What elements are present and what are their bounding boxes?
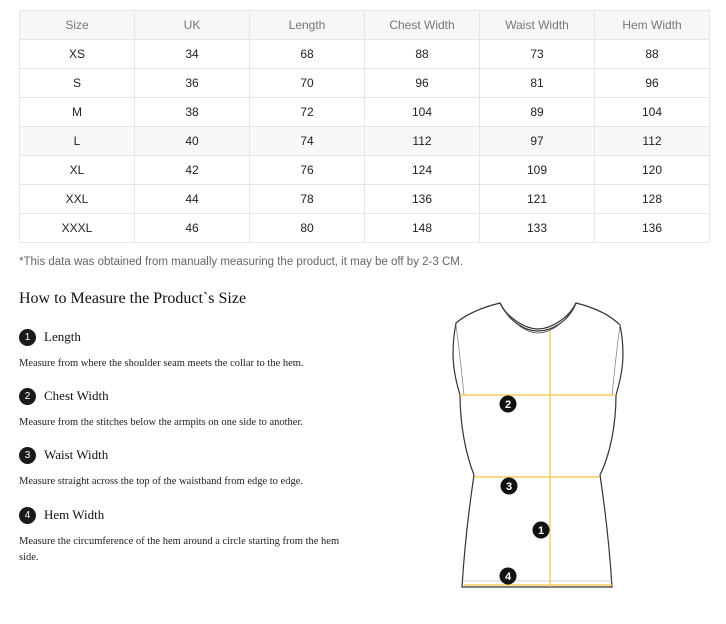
step-title: Length [44,329,81,344]
marker-waist [501,478,518,495]
step-heading [19,506,359,524]
table-cell: XXXL [20,214,135,243]
number-4-badge: 4 [19,507,36,524]
header-uk: UK [135,11,250,40]
table-cell: 96 [365,69,480,98]
marker-number: 3 [505,481,513,493]
table-cell: 80 [250,214,365,243]
header-length: Length [250,11,365,40]
table-cell: 88 [595,40,710,69]
header-chest-width: Chest Width [365,11,480,40]
table-row [20,40,710,69]
table-cell: 133 [480,214,595,243]
table-cell: 136 [595,214,710,243]
marker-chest [500,396,517,413]
table-cell: 96 [595,69,710,98]
table-cell: 148 [365,214,480,243]
header-waist-width: Waist Width [480,11,595,40]
table-cell: 73 [480,40,595,69]
step-description: Measure straight across the top of the waistband from edge to edge. [19,476,303,487]
table-row [20,69,710,98]
marker-length [533,522,550,539]
table-row [20,185,710,214]
table-cell: 81 [480,69,595,98]
table-cell: 38 [135,98,250,127]
table-cell: 128 [595,185,710,214]
measurement-disclaimer: *This data was obtained from manually measuring the product, it may be off by 2-3 CM. [19,256,464,268]
table-cell: 120 [595,156,710,185]
garment-outline [453,303,623,587]
size-chart-table [19,10,710,243]
table-header-row [20,11,710,40]
table-cell: 136 [365,185,480,214]
number-1-badge: 1 [19,329,36,346]
table-cell: 34 [135,40,250,69]
table-cell: 68 [250,40,365,69]
step-description: Measure from the stitches below the armpits on one side to another. [19,417,304,428]
table-cell: 42 [135,156,250,185]
table-cell: M [20,98,135,127]
number-3-badge: 3 [19,447,36,464]
step-length [19,328,359,372]
step-waist-width [19,446,359,490]
table-cell: 89 [480,98,595,127]
table-row [20,98,710,127]
table-cell: 104 [365,98,480,127]
table-cell: 44 [135,185,250,214]
table-cell: L [20,127,135,156]
table-row [20,156,710,185]
table-cell: 121 [480,185,595,214]
table-cell: 112 [365,127,480,156]
marker-number: 2 [504,399,512,411]
table-cell: 124 [365,156,480,185]
table-cell: XS [20,40,135,69]
step-description: Measure from where the shoulder seam meets the collar to the hem. [19,358,304,369]
step-heading [19,387,359,405]
step-chest-width [19,387,359,431]
number-2-badge: 2 [19,388,36,405]
table-cell: 70 [250,69,365,98]
table-cell: 88 [365,40,480,69]
table-cell: 76 [250,156,365,185]
marker-number: 1 [537,525,545,537]
step-heading [19,446,359,464]
step-title: Waist Width [44,447,109,462]
table-cell: 74 [250,127,365,156]
marker-number: 4 [504,571,512,583]
step-heading [19,328,359,346]
step-description: Measure the circumference of the hem around a circle starting from the hem side. [19,536,340,563]
header-size: Size [20,11,135,40]
table-cell: XL [20,156,135,185]
sleeveless-top-diagram [430,295,650,595]
table-row [20,214,710,243]
table-cell: 72 [250,98,365,127]
step-title: Hem Width [44,507,105,522]
table-cell: 78 [250,185,365,214]
table-cell: 104 [595,98,710,127]
table-cell: 109 [480,156,595,185]
table-cell: 46 [135,214,250,243]
header-hem-width: Hem Width [595,11,710,40]
table-cell: 97 [480,127,595,156]
marker-hem [500,568,517,585]
table-cell: S [20,69,135,98]
howto-title: How to Measure the Product`s Size [19,290,247,307]
step-hem-width [19,506,359,566]
table-cell: XXL [20,185,135,214]
step-title: Chest Width [44,388,109,403]
table-cell: 36 [135,69,250,98]
table-cell: 40 [135,127,250,156]
table-cell: 112 [595,127,710,156]
table-row [20,127,710,156]
